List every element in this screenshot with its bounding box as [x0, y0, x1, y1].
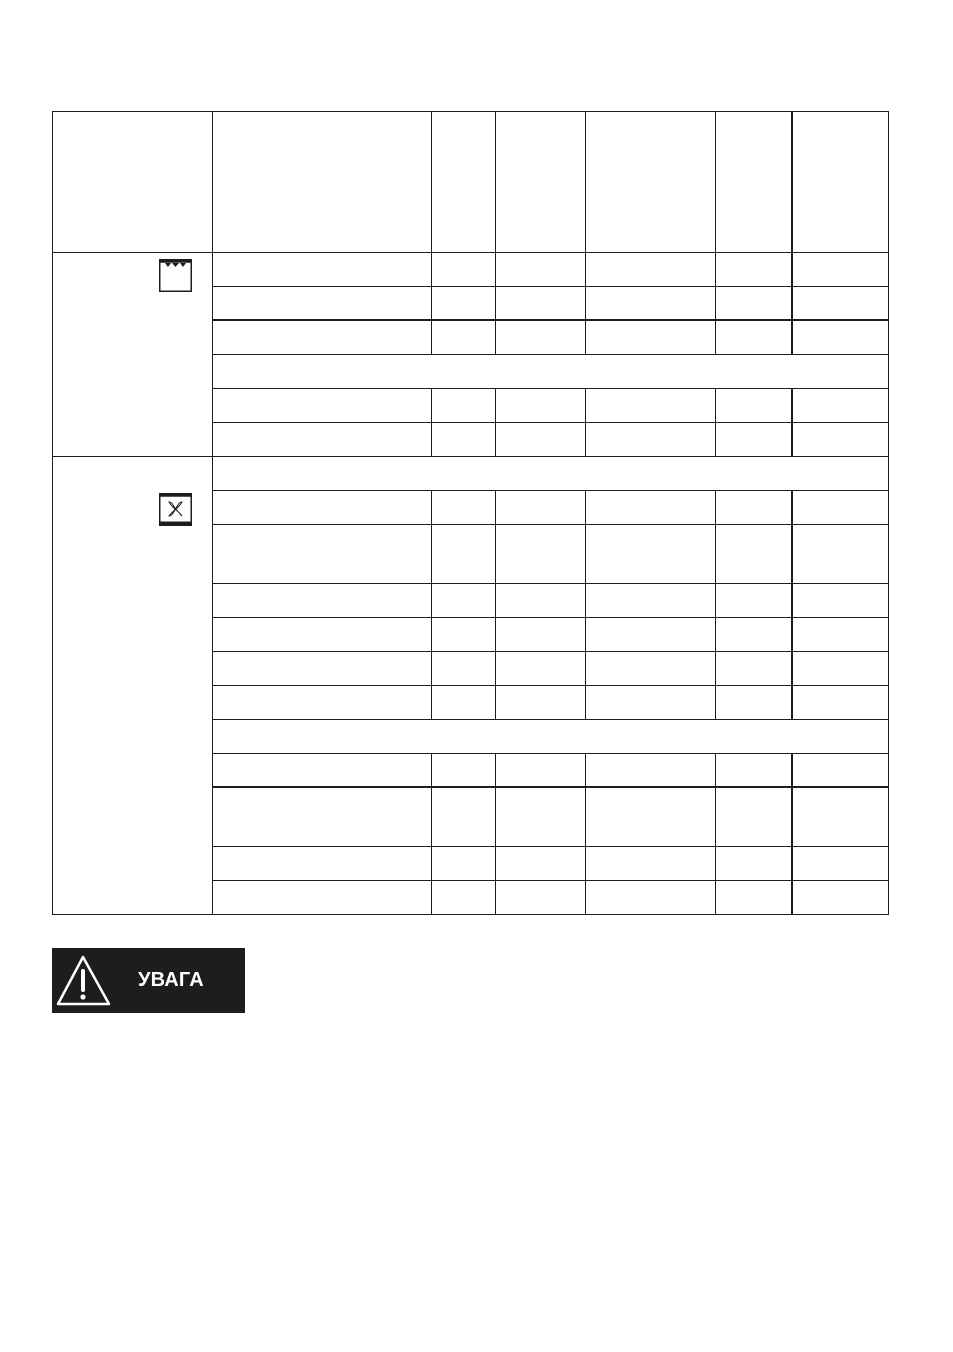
- table-cell: [437, 320, 489, 354]
- table-cell: [218, 685, 425, 719]
- table-cell: [591, 524, 709, 583]
- table-cell: [798, 524, 882, 583]
- column-divider: [791, 388, 793, 422]
- column-divider: [791, 422, 793, 456]
- column-divider: [791, 880, 793, 914]
- column-divider: [495, 490, 496, 524]
- column-divider: [431, 252, 432, 286]
- column-divider: [495, 651, 496, 685]
- header-cell: [591, 111, 709, 252]
- column-divider: [715, 388, 716, 422]
- column-divider: [585, 617, 586, 651]
- table-cell: [591, 617, 709, 651]
- column-divider: [715, 617, 716, 651]
- column-divider: [791, 111, 793, 252]
- table-cell: [591, 685, 709, 719]
- column-divider: [585, 252, 586, 286]
- section-divider: [52, 914, 889, 915]
- table-cell: [501, 524, 579, 583]
- top-bottom-heat-icon: [159, 259, 193, 293]
- table-cell: [798, 753, 882, 787]
- table-cell: [218, 524, 425, 583]
- column-divider: [585, 846, 586, 880]
- fan-heat-icon: [159, 493, 193, 527]
- table-border-top: [52, 111, 889, 112]
- column-divider: [715, 320, 716, 354]
- column-divider: [791, 787, 793, 846]
- table-cell: [218, 787, 425, 846]
- column-divider: [495, 685, 496, 719]
- column-divider: [495, 422, 496, 456]
- column-divider: [715, 583, 716, 617]
- table-cell: [437, 286, 489, 320]
- table-cell: [218, 286, 425, 320]
- column-divider: [431, 111, 432, 252]
- column-divider: [715, 787, 716, 846]
- column-divider: [495, 388, 496, 422]
- column-divider: [715, 651, 716, 685]
- column-divider: [585, 685, 586, 719]
- table-cell: [501, 685, 579, 719]
- column-divider: [585, 388, 586, 422]
- table-cell: [798, 617, 882, 651]
- header-cell: [218, 111, 425, 252]
- column-divider: [431, 846, 432, 880]
- table-cell: [437, 651, 489, 685]
- column-divider: [791, 286, 793, 320]
- table-cell: [591, 880, 709, 914]
- column-divider: [585, 651, 586, 685]
- table-cell: [437, 617, 489, 651]
- table-cell: [501, 490, 579, 524]
- column-divider: [495, 753, 496, 787]
- column-divider: [495, 524, 496, 583]
- column-divider: [431, 320, 432, 354]
- table-cell: [437, 787, 489, 846]
- table-cell: [501, 617, 579, 651]
- table-cell: [798, 490, 882, 524]
- column-divider: [431, 880, 432, 914]
- column-divider: [495, 617, 496, 651]
- table-cell: [218, 846, 425, 880]
- column-divider: [791, 651, 793, 685]
- table-cell: [437, 685, 489, 719]
- column-divider: [495, 846, 496, 880]
- table-subheader: [218, 719, 882, 753]
- column-divider: [791, 583, 793, 617]
- column-divider: [495, 787, 496, 846]
- column-divider: [585, 490, 586, 524]
- column-divider: [495, 111, 496, 252]
- table-cell: [591, 388, 709, 422]
- header-cell: [721, 111, 786, 252]
- table-cell: [501, 252, 579, 286]
- header-cell: [501, 111, 579, 252]
- table-cell: [501, 583, 579, 617]
- column-divider: [431, 422, 432, 456]
- table-cell: [218, 880, 425, 914]
- table-cell: [591, 490, 709, 524]
- column-divider: [585, 583, 586, 617]
- table-cell: [721, 685, 786, 719]
- column-divider: [431, 286, 432, 320]
- table-cell: [501, 320, 579, 354]
- table-cell: [501, 787, 579, 846]
- warning-label: УВАГА: [138, 969, 204, 991]
- column-divider: [495, 286, 496, 320]
- column-divider: [585, 524, 586, 583]
- table-cell: [437, 583, 489, 617]
- column-divider: [495, 880, 496, 914]
- table-cell: [591, 286, 709, 320]
- column-divider: [715, 111, 716, 252]
- table-cell: [501, 286, 579, 320]
- column-divider: [431, 753, 432, 787]
- mode-column-divider: [212, 111, 213, 915]
- table-cell: [218, 753, 425, 787]
- table-cell: [798, 286, 882, 320]
- table-cell: [721, 651, 786, 685]
- column-divider: [431, 583, 432, 617]
- column-divider: [585, 880, 586, 914]
- table-cell: [591, 252, 709, 286]
- column-divider: [715, 422, 716, 456]
- column-divider: [791, 524, 793, 583]
- table-subheader: [218, 456, 882, 490]
- table-cell: [721, 787, 786, 846]
- table-cell: [798, 880, 882, 914]
- table-cell: [798, 320, 882, 354]
- table-cell: [798, 651, 882, 685]
- column-divider: [715, 252, 716, 286]
- table-cell: [437, 846, 489, 880]
- table-cell: [798, 846, 882, 880]
- table-cell: [591, 320, 709, 354]
- table-cell: [591, 846, 709, 880]
- table-cell: [437, 252, 489, 286]
- table-cell: [798, 685, 882, 719]
- column-divider: [431, 787, 432, 846]
- table-cell: [721, 583, 786, 617]
- table-cell: [218, 252, 425, 286]
- table-border-right: [888, 111, 889, 915]
- table-cell: [591, 753, 709, 787]
- column-divider: [495, 320, 496, 354]
- table-cell: [721, 617, 786, 651]
- table-cell: [798, 388, 882, 422]
- table-cell: [591, 651, 709, 685]
- warning-triangle-icon: [56, 954, 116, 1010]
- column-divider: [431, 524, 432, 583]
- table-cell: [218, 320, 425, 354]
- warning-badge: [52, 948, 245, 1013]
- table-cell: [721, 490, 786, 524]
- column-divider: [791, 320, 793, 354]
- table-cell: [437, 753, 489, 787]
- table-cell: [437, 880, 489, 914]
- header-cell: [58, 111, 206, 252]
- column-divider: [495, 583, 496, 617]
- table-cell: [798, 787, 882, 846]
- column-divider: [715, 286, 716, 320]
- header-cell: [437, 111, 489, 252]
- header-cell: [798, 111, 882, 252]
- column-divider: [715, 524, 716, 583]
- column-divider: [585, 422, 586, 456]
- table-cell: [218, 490, 425, 524]
- table-cell: [798, 583, 882, 617]
- table-subheader: [218, 354, 882, 388]
- column-divider: [715, 685, 716, 719]
- column-divider: [585, 320, 586, 354]
- table-cell: [218, 422, 425, 456]
- table-cell: [501, 846, 579, 880]
- table-cell: [437, 388, 489, 422]
- table-cell: [501, 753, 579, 787]
- table-cell: [798, 422, 882, 456]
- column-divider: [791, 846, 793, 880]
- table-cell: [501, 422, 579, 456]
- table-cell: [501, 651, 579, 685]
- column-divider: [715, 490, 716, 524]
- table-cell: [721, 422, 786, 456]
- table-cell: [591, 583, 709, 617]
- column-divider: [585, 787, 586, 846]
- table-cell: [721, 388, 786, 422]
- table-cell: [437, 490, 489, 524]
- table-cell: [218, 583, 425, 617]
- table-cell: [437, 422, 489, 456]
- column-divider: [791, 617, 793, 651]
- column-divider: [431, 651, 432, 685]
- column-divider: [715, 846, 716, 880]
- table-cell: [437, 524, 489, 583]
- table-cell: [218, 617, 425, 651]
- column-divider: [791, 252, 793, 286]
- column-divider: [431, 685, 432, 719]
- column-divider: [431, 490, 432, 524]
- table-cell: [501, 880, 579, 914]
- table-cell: [218, 651, 425, 685]
- header-divider: [52, 252, 889, 253]
- table-cell: [721, 880, 786, 914]
- table-cell: [721, 252, 786, 286]
- table-cell: [721, 524, 786, 583]
- column-divider: [715, 753, 716, 787]
- table-cell: [721, 753, 786, 787]
- table-cell: [591, 422, 709, 456]
- column-divider: [431, 617, 432, 651]
- table-border-left: [52, 111, 53, 915]
- column-divider: [585, 753, 586, 787]
- table-cell: [721, 846, 786, 880]
- column-divider: [495, 252, 496, 286]
- table-cell: [798, 252, 882, 286]
- column-divider: [791, 490, 793, 524]
- table-cell: [591, 787, 709, 846]
- table-cell: [721, 286, 786, 320]
- column-divider: [431, 388, 432, 422]
- table-cell: [501, 388, 579, 422]
- column-divider: [715, 880, 716, 914]
- column-divider: [585, 111, 586, 252]
- table-cell: [721, 320, 786, 354]
- column-divider: [585, 286, 586, 320]
- column-divider: [791, 685, 793, 719]
- column-divider: [791, 753, 793, 787]
- table-cell: [218, 388, 425, 422]
